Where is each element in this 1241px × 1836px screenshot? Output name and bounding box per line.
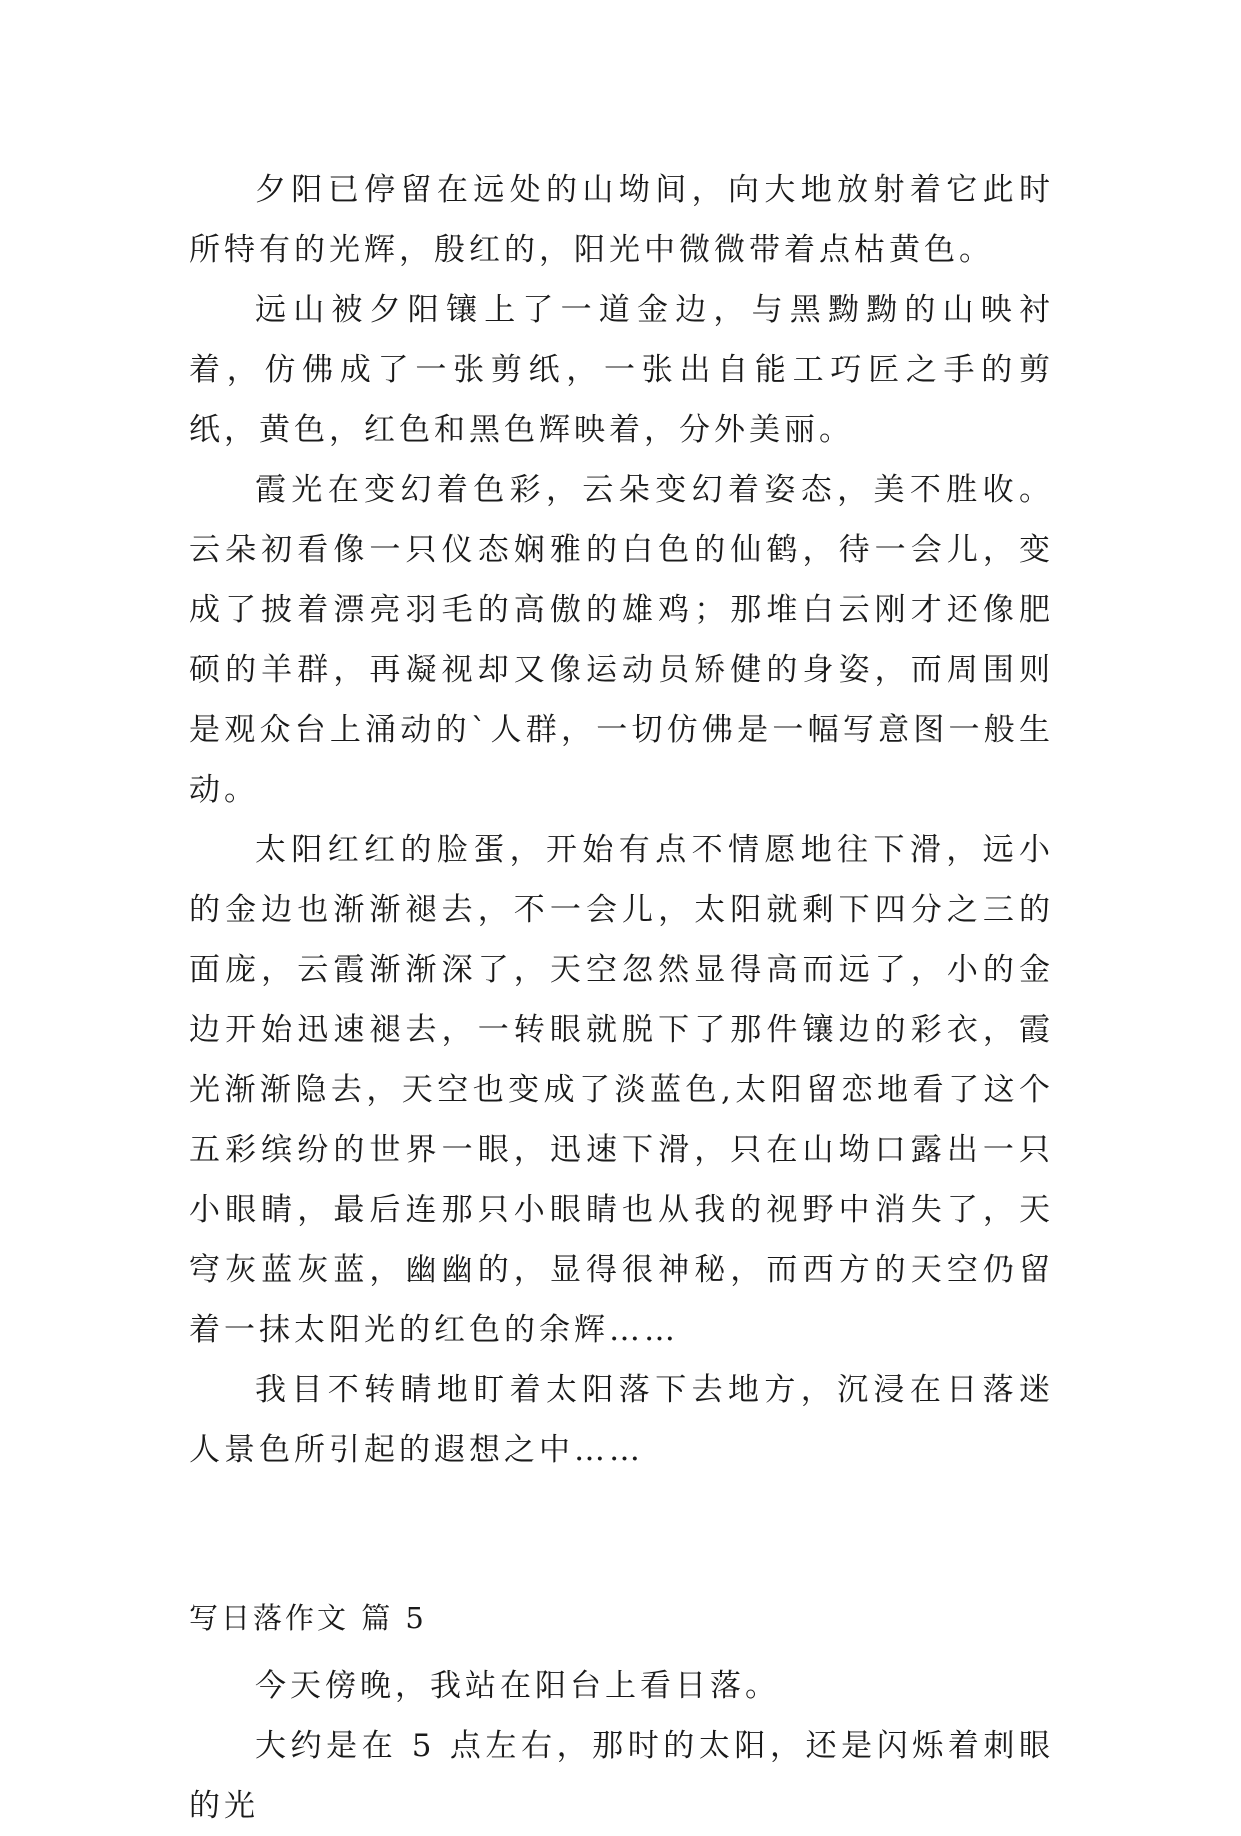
paragraph: 霞光在变幻着色彩，云朵变幻着姿态，美不胜收。云朵初看像一只仪态娴雅的白色的仙鹤，待一会儿，变成了披着漂亮羽毛的高傲的雄鸡；那堆白云刚才还像肥硕的羊群，再凝视却又像运动员矫健的身姿，而周围则是观众台上涌动的`人群，一切仿佛是一幅写意图一般生动。 [189,472,1054,808]
paragraph: 夕阳已停留在远处的山坳间，向大地放射着它此时所特有的光辉，殷红的，阳光中微微带着点枯黄色。 [189,172,1054,268]
document-body [189,160,1054,1836]
paragraph: 大约是在 5 点左右，那时的太阳，还是闪烁着刺眼的光 [189,1728,1054,1824]
paragraph: 今天傍晚，我站在阳台上看日落。 [255,1668,780,1704]
paragraph: 远山被夕阳镶上了一道金边，与黑黝黝的山映衬着，仿佛成了一张剪纸，一张出自能工巧匠之手的剪纸，黄色，红色和黑色辉映着，分外美丽。 [189,292,1054,448]
section-heading: 写日落作文 篇 5 [189,1601,427,1635]
paragraph: 太阳红红的脸蛋，开始有点不情愿地往下滑，远小的金边也渐渐褪去，不一会儿，太阳就剩下四分之三的面庞，云霞渐渐深了，天空忽然显得高而远了，小的金边开始迅速褪去，一转眼就脱下了那件镶边的彩衣，霞光渐渐隐去，天空也变成了淡蓝色,太阳留恋地看了这个五彩缤纷的世界一眼，迅速下滑，只在山坳口露出一只小眼睛，最后连那只小眼睛也从我的视野中消失了，天穹灰蓝灰蓝，幽幽的，显得很神秘，而西方的天空仍留着一抹太阳光的红色的余辉…… [189,832,1054,1348]
paragraph: 我目不转睛地盯着太阳落下去地方，沉浸在日落迷人景色所引起的遐想之中…… [189,1372,1054,1468]
